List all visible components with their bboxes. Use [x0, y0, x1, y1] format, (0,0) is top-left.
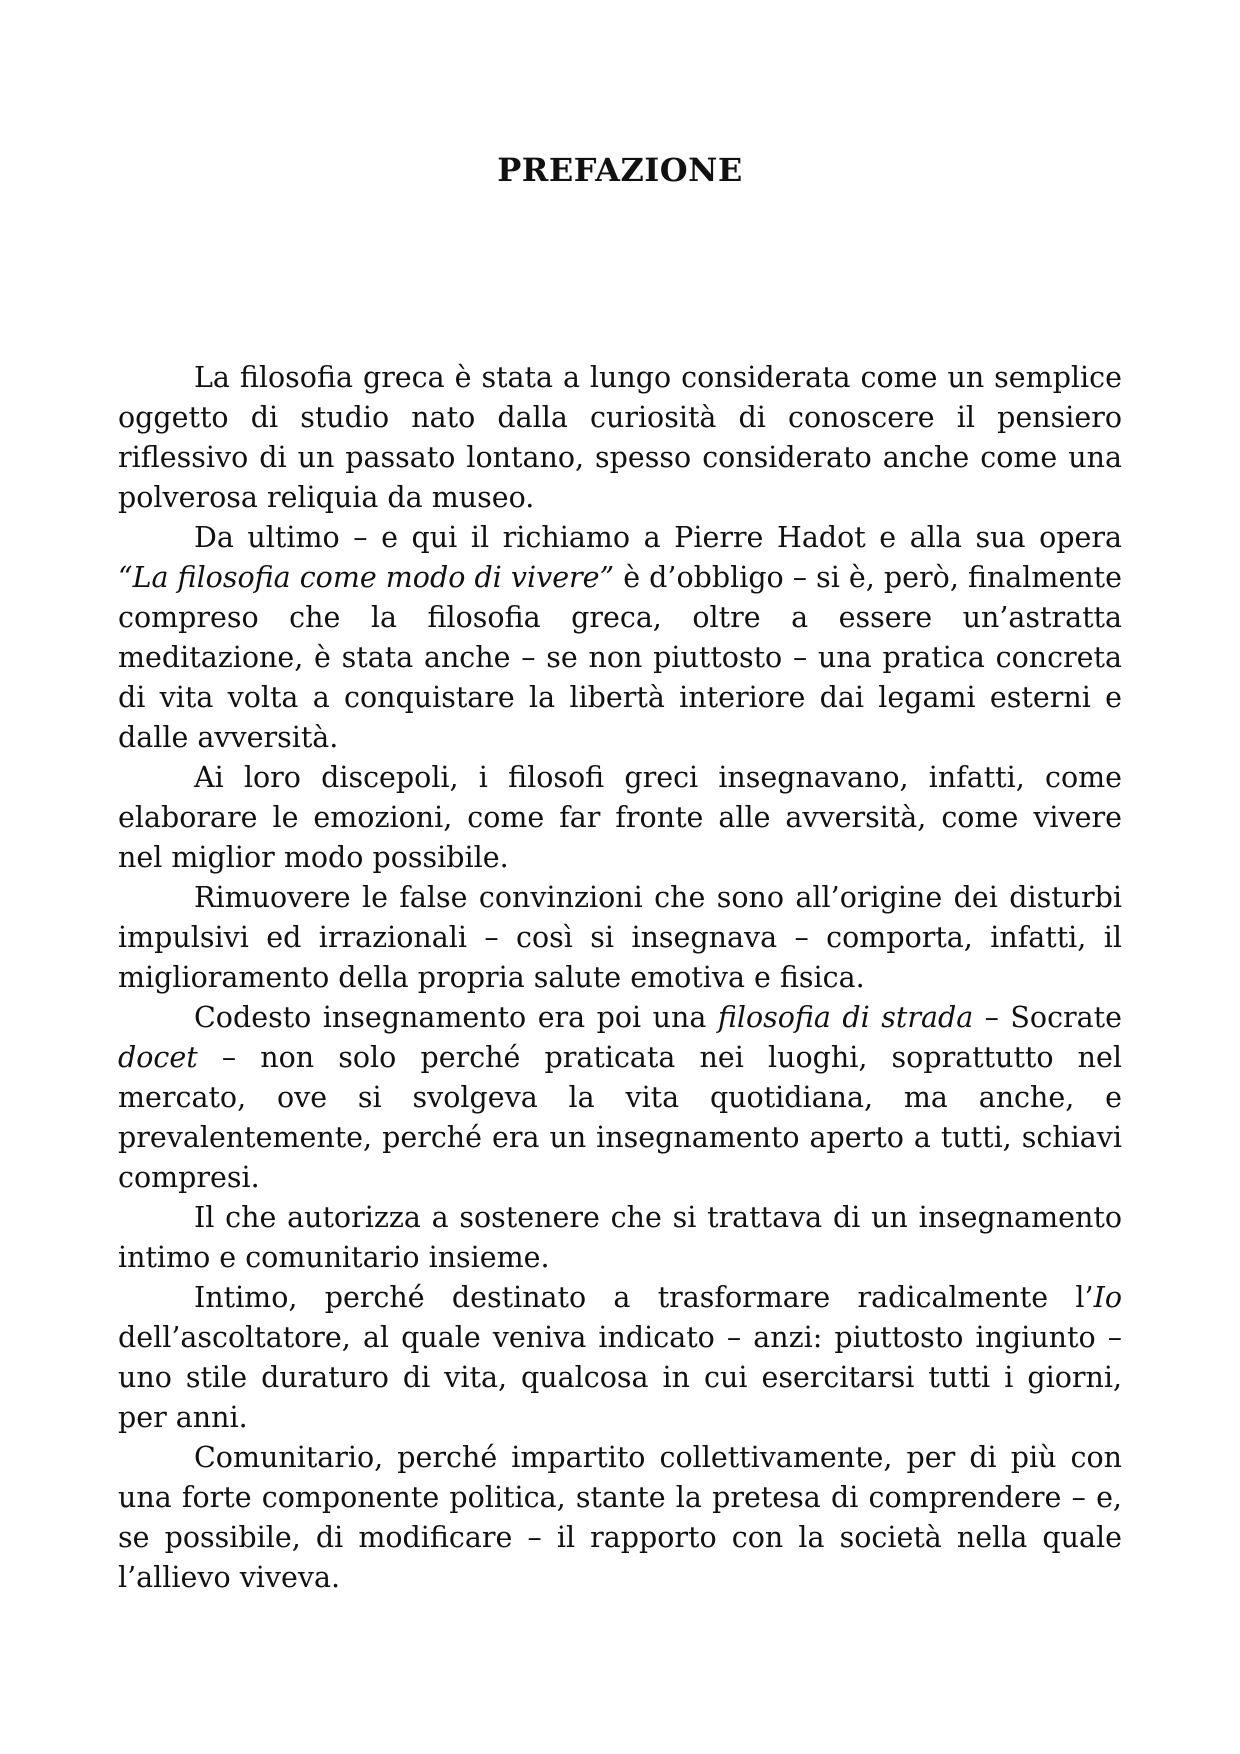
- italic-text: docet: [118, 1041, 198, 1074]
- text-run: è d’obbligo – si è, però, finalmente compreso che la filosofia greca, oltre a essere un’astratta meditazione, è stata anche – se non piuttosto – una pratica concreta di vita volta a conquistare la libertà interiore dai legami esterni e dalle avversità.: [118, 561, 1122, 754]
- text-run: – Socrate: [973, 1001, 1122, 1034]
- italic-text: filosofia di strada: [717, 1001, 974, 1034]
- text-run: Comunitario, perché impartito collettivamente, per di più con una forte componente politica, stante la pretesa di comprendere – e, se possibile, di modificare – il rapporto con la società nella quale l’allievo viveva.: [118, 1441, 1122, 1594]
- text-run: La filosofia greca è stata a lungo considerata come un semplice oggetto di studio nato dalla curiosità di conoscere il pensiero riflessivo di un passato lontano, spesso considerato anche come una polverosa reliquia da museo.: [118, 361, 1122, 514]
- paragraph: [118, 758, 1122, 878]
- text-run: Ai loro discepoli, i filosofi greci insegnavano, infatti, come elaborare le emozioni, come far fronte alle avversità, come vivere nel miglior modo possibile.: [118, 761, 1122, 874]
- text-run: dell’ascoltatore, al quale veniva indicato – anzi: piuttosto ingiunto – uno stile duraturo di vita, qualcosa in cui esercitarsi tutti i giorni, per anni.: [118, 1321, 1122, 1434]
- italic-text: Io: [1093, 1281, 1122, 1314]
- paragraph: [118, 1198, 1122, 1278]
- text-run: Codesto insegnamento era poi una: [194, 1001, 718, 1034]
- paragraph: [118, 358, 1122, 518]
- text-run: – non solo perché praticata nei luoghi, soprattutto nel mercato, ove si svolgeva la vita quotidiana, ma anche, e prevalentemente, perché era un insegnamento aperto a tutti, schiavi compresi.: [118, 1041, 1122, 1194]
- body-text: [118, 358, 1122, 1598]
- text-run: Intimo, perché destinato a trasformare radicalmente l’: [194, 1281, 1094, 1314]
- paragraph: [118, 518, 1122, 758]
- paragraph: [118, 878, 1122, 998]
- paragraph: [118, 1438, 1122, 1598]
- paragraph: [118, 1278, 1122, 1438]
- italic-text: “La filosofia come modo di vivere”: [118, 561, 615, 594]
- page-title: PREFAZIONE: [497, 151, 743, 189]
- text-run: Da ultimo – e qui il richiamo a Pierre Hadot e alla sua opera: [194, 521, 1122, 554]
- text-run: Rimuovere le false convinzioni che sono all’origine dei disturbi impulsivi ed irrazionali – così si insegnava – comporta, infatti, il miglioramento della propria salute emotiva e fisica.: [118, 881, 1122, 994]
- text-run: Il che autorizza a sostenere che si trattava di un insegnamento intimo e comunitario insieme.: [118, 1201, 1122, 1274]
- paragraph: [118, 998, 1122, 1198]
